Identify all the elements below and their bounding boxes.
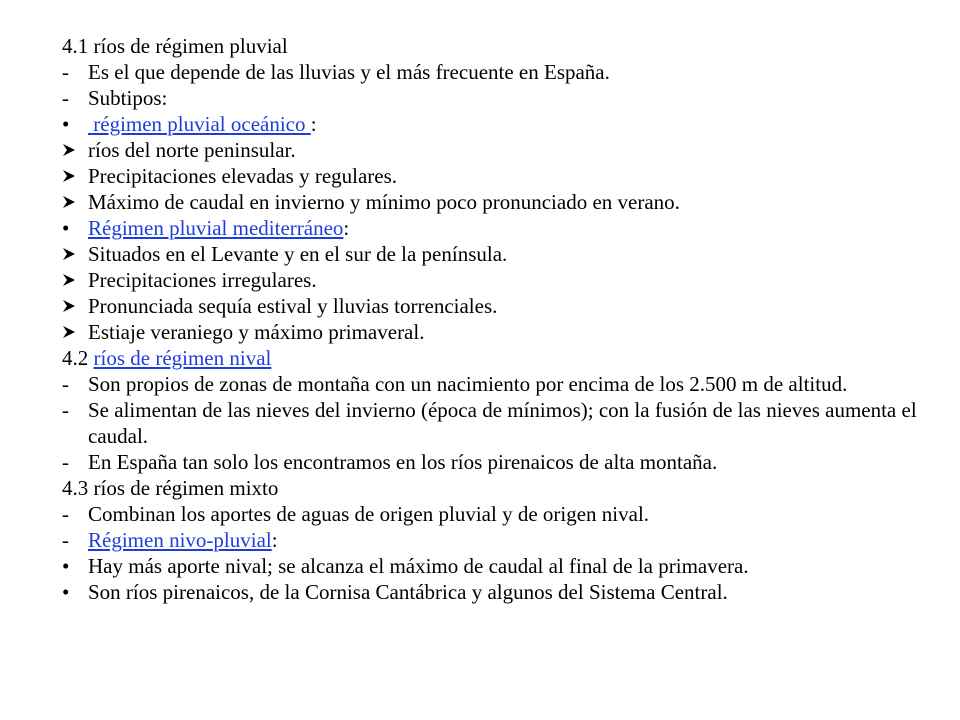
list-item: - Son propios de zonas de montaña con un nacimiento por encima de los 2.500 m de altitud. (62, 372, 848, 396)
slide-content (62, 33, 942, 605)
dash-bullet: - (62, 86, 69, 110)
list-item: Precipitaciones elevadas y regulares. (62, 163, 942, 189)
dash-bullet: - (62, 60, 69, 84)
dot-bullet: • (62, 554, 70, 578)
list-item: • Hay más aporte nival; se alcanza el máximo de caudal al final de la primavera. (62, 554, 749, 578)
link-regimen-nivo-pluvial[interactable]: Régimen nivo-pluvial (88, 528, 272, 552)
link-regimen-pluvial-mediterraneo[interactable]: Régimen pluvial mediterráneo (88, 216, 344, 240)
arrow-bullet-icon (62, 169, 76, 183)
list-item: Estiaje veraniego y máximo primaveral. (62, 319, 942, 345)
list-item: - Combinan los aportes de aguas de origen pluvial y de origen nival. (62, 502, 650, 526)
list-item: - Se alimentan de las nieves del invierno (época de mínimos); con la fusión de las nieves aumenta el caudal. (62, 398, 917, 448)
list-item: Situados en el Levante y en el sur de la península. (62, 241, 942, 267)
dash-bullet: - (62, 372, 69, 396)
dash-bullet: - (62, 528, 69, 552)
section-heading-nival: 4.2 ríos de régimen nival (62, 346, 272, 370)
section-heading-pluvial: 4.1 ríos de régimen pluvial (62, 34, 288, 58)
list-item-oceanico: • régimen pluvial oceánico : (62, 112, 317, 136)
list-item: Máximo de caudal en invierno y mínimo poco pronunciado en verano. (62, 189, 942, 215)
arrow-bullet-icon (62, 325, 76, 339)
dot-bullet: • (62, 112, 70, 136)
list-item: - En España tan solo los encontramos en los ríos pirenaicos de alta montaña. (62, 450, 718, 474)
arrow-bullet-icon (62, 195, 76, 209)
list-item-mediterraneo: • Régimen pluvial mediterráneo: (62, 216, 350, 240)
list-item: - Es el que depende de las lluvias y el más frecuente en España. (62, 60, 610, 84)
dot-bullet: • (62, 216, 70, 240)
list-item: Precipitaciones irregulares. (62, 267, 942, 293)
list-item: • Son ríos pirenaicos, de la Cornisa Cantábrica y algunos del Sistema Central. (62, 580, 728, 604)
link-regimen-pluvial-oceanico[interactable]: régimen pluvial oceánico (88, 112, 311, 136)
arrow-bullet-icon (62, 299, 76, 313)
list-item: ríos del norte peninsular. (62, 137, 942, 163)
link-rios-regimen-nival[interactable]: ríos de régimen nival (93, 346, 272, 370)
arrow-bullet-icon (62, 247, 76, 261)
dot-bullet: • (62, 580, 70, 604)
dash-bullet: - (62, 398, 69, 422)
arrow-bullet-icon (62, 273, 76, 287)
list-item: Pronunciada sequía estival y lluvias torrenciales. (62, 293, 942, 319)
dash-bullet: - (62, 450, 69, 474)
list-item: - Subtipos: (62, 86, 168, 110)
section-heading-mixto: 4.3 ríos de régimen mixto (62, 476, 279, 500)
arrow-bullet-icon (62, 143, 76, 157)
dash-bullet: - (62, 502, 69, 526)
list-item-nivo-pluvial: - Régimen nivo-pluvial: (62, 528, 278, 552)
